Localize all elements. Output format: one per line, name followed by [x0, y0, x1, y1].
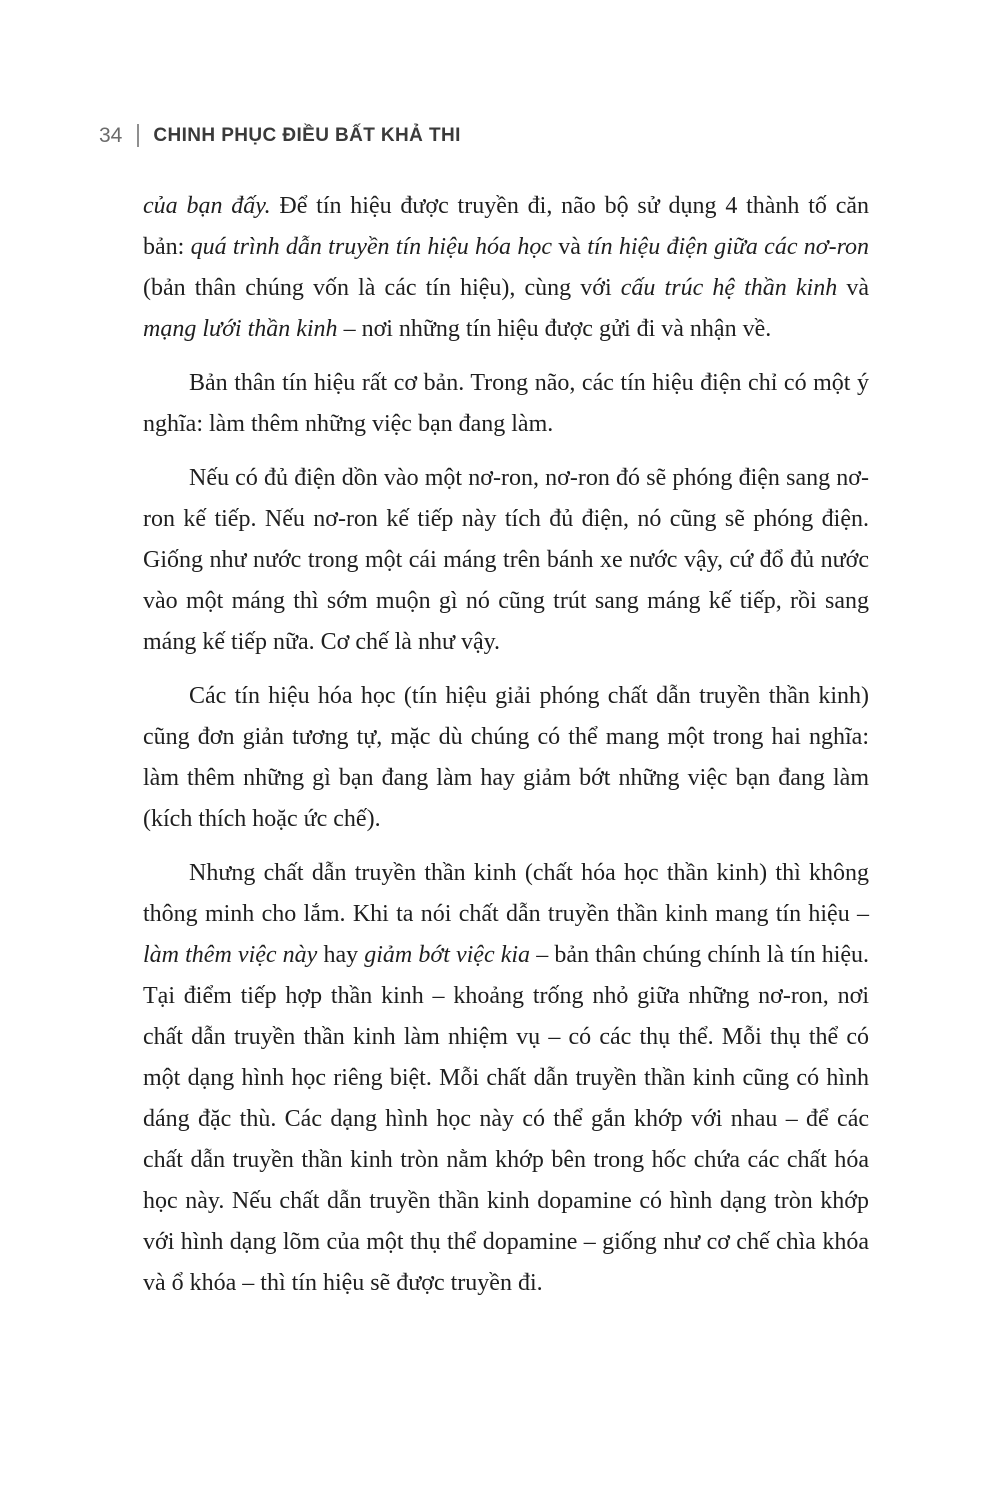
header-divider — [137, 124, 139, 147]
paragraph — [143, 853, 869, 1304]
italic-run: giảm bớt việc kia — [364, 942, 531, 968]
paragraph — [143, 676, 869, 840]
text-run: Nhưng chất dẫn truyền thần kinh (chất hóa học thần kinh) thì không thông minh cho lắm. Khi ta nói chất dẫn truyền thần kinh mang tín hiệu – — [143, 860, 869, 927]
text-run: Các tín hiệu hóa học (tín hiệu giải phóng chất dẫn truyền thần kinh) cũng đơn giản tương tự, mặc dù chúng có thể mang một trong hai nghĩa: làm thêm những gì bạn đang làm hay giảm bớt những việc bạn đang làm (kích thích hoặc ức chế). — [143, 683, 869, 832]
text-run: (bản thân chúng vốn là các tín hiệu), cùng với — [143, 275, 621, 301]
paragraph — [143, 458, 869, 663]
text-run: Bản thân tín hiệu rất cơ bản. Trong não, các tín hiệu điện chỉ có một ý nghĩa: làm thêm những việc bạn đang làm. — [143, 370, 869, 437]
book-title: CHINH PHỤC ĐIỀU BẤT KHẢ THI — [153, 125, 461, 146]
body-text — [143, 186, 869, 1317]
page-number: 34 — [99, 124, 123, 147]
text-run: – nơi những tín hiệu được gửi đi và nhận về. — [337, 316, 772, 342]
text-run: và — [837, 275, 870, 301]
italic-run: tín hiệu điện giữa các nơ-ron — [587, 234, 870, 260]
italic-run: mạng lưới thần kinh — [143, 316, 338, 342]
text-run: hay — [317, 942, 365, 968]
italic-run: làm thêm việc này — [143, 942, 318, 968]
paragraph — [143, 186, 869, 350]
text-run: – bản thân chúng chính là tín hiệu. Tại điểm tiếp hợp thần kinh – khoảng trống nhỏ giữa những nơ-ron, nơi chất dẫn truyền thần kinh làm nhiệm vụ – có các thụ thể. Mỗi thụ thể có một dạng hình học riêng biệt. Mỗi chất dẫn truyền thần kinh cũng có hình dáng đặc thù. Các dạng hình học này có thể gắn khớp với nhau – để các chất dẫn truyền thần kinh tròn nằm khớp bên trong hốc chứa các chất hóa học này. Nếu chất dẫn truyền thần kinh dopamine có hình dạng tròn khớp với hình dạng lõm của một thụ thể dopamine – giống như cơ chế chìa khóa và ổ khóa – thì tín hiệu sẽ được truyền đi. — [143, 942, 870, 1296]
text-run: và — [552, 234, 588, 260]
paragraph — [143, 363, 869, 445]
italic-run: cấu trúc hệ thần kinh — [620, 275, 838, 301]
page-header — [99, 124, 461, 147]
text-run: Nếu có đủ điện dồn vào một nơ-ron, nơ-ron đó sẽ phóng điện sang nơ-ron kế tiếp. Nếu nơ-ron kế tiếp này tích đủ điện, nó cũng sẽ phóng điện. Giống như nước trong một cái máng trên bánh xe nước vậy, cứ đổ đủ nước vào một máng thì sớm muộn gì nó cũng trút sang máng kế tiếp, rồi sang máng kế tiếp nữa. Cơ chế là như vậy. — [143, 465, 869, 655]
italic-run: của bạn đấy. — [143, 193, 271, 219]
text-run: Để tín hiệu được truyền đi, não bộ sử dụng 4 thành tố căn bản: — [143, 193, 869, 260]
italic-run: quá trình dẫn truyền tín hiệu hóa học — [190, 234, 552, 260]
